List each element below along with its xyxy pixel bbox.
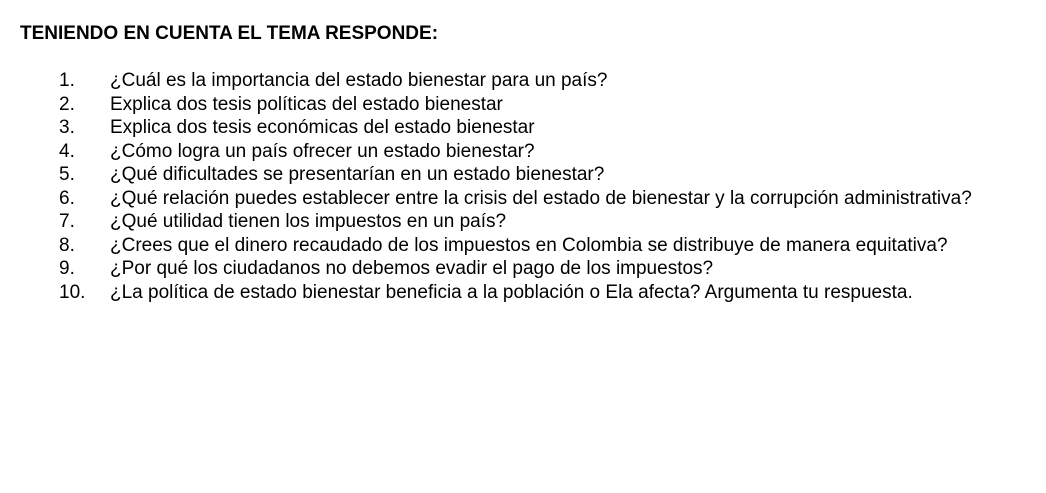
- question-number: 4.: [59, 140, 75, 162]
- list-item: [0, 281, 1046, 305]
- list-item: [0, 187, 1046, 211]
- question-list: [0, 69, 1046, 304]
- question-text: ¿La política de estado bienestar beneficia a la población o Ela afecta? Argumenta tu respuesta.: [110, 281, 913, 303]
- list-item: [0, 93, 1046, 117]
- question-number: 5.: [59, 164, 75, 185]
- question-number: 8.: [59, 234, 75, 256]
- question-text: Explica dos tesis políticas del estado bienestar: [110, 93, 503, 115]
- question-number: 9.: [59, 258, 75, 279]
- question-number: 7.: [59, 211, 75, 232]
- question-number: 3.: [59, 117, 75, 138]
- question-text: ¿Cómo logra un país ofrecer un estado bienestar?: [110, 140, 535, 162]
- question-text: ¿Crees que el dinero recaudado de los impuestos en Colombia se distribuye de manera equitativa?: [110, 234, 948, 256]
- question-number: 1.: [59, 70, 75, 91]
- question-text: ¿Qué relación puedes establecer entre la crisis del estado de bienestar y la corrupción administrativa?: [110, 187, 972, 209]
- list-item: [0, 210, 1046, 234]
- question-text: ¿Por qué los ciudadanos no debemos evadir el pago de los impuestos?: [110, 258, 714, 279]
- list-item: [0, 257, 1046, 281]
- list-item: [0, 234, 1046, 258]
- question-text: ¿Cuál es la importancia del estado bienestar para un país?: [110, 70, 608, 91]
- question-text: Explica dos tesis económicas del estado bienestar: [110, 117, 535, 138]
- question-number: 10.: [59, 281, 86, 303]
- question-number: 6.: [59, 187, 75, 209]
- question-number: 2.: [59, 93, 75, 115]
- question-text: ¿Qué utilidad tienen los impuestos en un país?: [110, 211, 507, 232]
- list-item: [0, 140, 1046, 164]
- question-text: ¿Qué dificultades se presentarían en un estado bienestar?: [110, 164, 605, 185]
- list-item: [0, 69, 1046, 93]
- list-item: [0, 116, 1046, 140]
- list-item: [0, 163, 1046, 187]
- document-heading: TENIENDO EN CUENTA EL TEMA RESPONDE:: [20, 23, 439, 44]
